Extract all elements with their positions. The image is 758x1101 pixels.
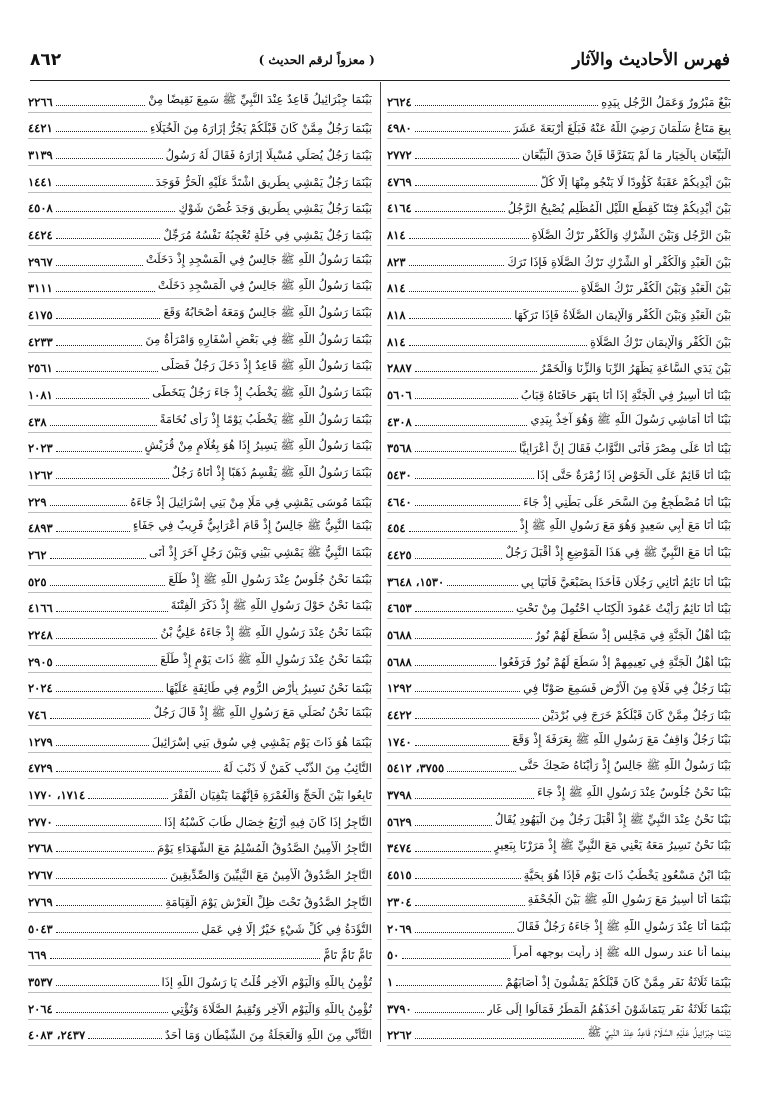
index-entry (28, 353, 372, 380)
hadith-incipit: بينما أنا عند رسول الله ﷺ إذ رأيت بوجهه أمراً (513, 945, 731, 960)
hadith-incipit: بَيْنَمَا النَّبِيُّ ﷺ جَالِسٌ إِذْ قَامَ أَعْرَابِيٌّ فَرِيبٌ فِي جَفَاءٍ (132, 518, 372, 533)
hadith-incipit: بَيْنَمَا رَسُولُ اللَّهِ ﷺ فِي بَعْضِ أَسْفَارِهِ وَامْرَأَةٌ مِنَ (145, 331, 372, 346)
hadith-number: ٤١٦٤ (387, 201, 412, 216)
hadith-incipit: التَّاجِرُ الصَّدُوقُ الْأَمِينُ مَعَ النَّبِيِّينَ وَالصِّدِّيقِينَ (170, 868, 372, 883)
hadith-incipit: بَيْنَمَا أَنَا أَسِيرُ مَعَ رَسُولِ اللَّهِ ﷺ بَيْنَ الْجُحْفَةِ (527, 891, 731, 906)
hadith-number: ٢٢٤٨ (28, 628, 53, 643)
hadith-incipit: بَيْنَمَا نَحْنُ عِنْدَ رَسُولِ اللَّهِ ﷺ ذَاتَ يَوْمٍ إِذْ طَلَعَ (160, 651, 372, 666)
hadith-number: ٥٤٣٠ (387, 468, 412, 483)
hadith-incipit: بَيْنَمَا نَحْنُ حَوْلَ رَسُولِ اللَّهِ ﷺ إِذْ ذَكَرَ الْفِتْنَةَ (170, 598, 372, 613)
index-entry (387, 379, 731, 406)
leader-dots (447, 771, 516, 772)
leader-dots (415, 825, 492, 826)
index-entry (28, 193, 372, 220)
index-entry (387, 779, 731, 806)
leader-dots (415, 131, 510, 132)
leader-dots (56, 131, 147, 132)
hadith-incipit: بَيْنَمَا نَحْنُ نَسِيرُ بِأَرْضِ الرُّومِ فِي طَائِفَةٍ عَلَيْهَا (165, 681, 372, 696)
leader-dots (409, 318, 512, 319)
hadith-incipit: الْبَيِّعَانِ بِالْخِيَارِ مَا لَمْ يَتَفَرَّقَا فَإِنْ صَدَقَ الْبَيِّعَانِ (522, 148, 731, 163)
index-entry (387, 806, 731, 833)
index-entry (28, 299, 372, 326)
hadith-number: ٣٧٩٠ (387, 1001, 412, 1016)
leader-dots (56, 825, 161, 826)
leader-dots (88, 798, 168, 799)
index-entry (387, 646, 731, 673)
index-entry (28, 566, 372, 593)
hadith-number: ٣١١١ (28, 281, 53, 296)
hadith-number: ٤٤٢١ (28, 121, 53, 136)
hadith-incipit: بَيْنَمَا نَحْنُ جُلُوسٌ عِنْدَ رَسُولِ اللَّهِ ﷺ إِذْ طَلَعَ (168, 571, 372, 586)
index-entry (387, 86, 731, 113)
leader-dots (402, 958, 510, 959)
hadith-number: ٤٦٤٠ (387, 494, 412, 509)
leader-dots (415, 718, 539, 719)
hadith-incipit: بَيْنَا ابْنُ مَسْعُودٍ يَخْطُبُ ذَاتَ يَوْمٍ فَإِذَا هُوَ بِحَيَّةٍ (523, 868, 731, 883)
index-entry (387, 219, 731, 246)
hadith-incipit: بَيْنَا رَجُلٌ مِمَّنْ كَانَ قَبْلَكُمْ خَرَجَ فِي بُرْدَيْنِ (542, 708, 731, 723)
hadith-incipit: بَيْنَ الْعَبْدِ وَالْكُفْرِ أَوِ الشِّرْكِ تَرْكُ الصَّلَاةِ فَإِذَا تَرَكَ (507, 254, 731, 269)
index-entry (28, 379, 372, 406)
leader-dots (415, 478, 534, 479)
hadith-incipit: بَيْنَا رَسُولُ اللَّهِ ﷺ جَالِسٌ إِذْ رَأَيْنَاهُ ضَحِكَ حَتَّى (518, 758, 731, 773)
leader-dots (56, 291, 155, 292)
hadith-incipit: بَيْنَ أَيْدِيكُمْ فِتَنًا كَقِطَعِ اللَّيْلِ الْمُظْلِمِ يُصْبِحُ الرَّجُلُ (507, 201, 731, 216)
hadith-incipit: التَّأَنِّي مِنَ اللَّهِ وَالْعَجَلَةُ مِنَ الشَّيْطَانِ وَمَا أَحَدٌ (164, 1028, 372, 1043)
hadith-incipit: بَيْنَا نَحْنُ نَسِيرُ مَعَهُ يَعْنِي مَعَ النَّبِيِّ ﷺ إِذْ مَرَرْنَا بِبَعِيرٍ (493, 838, 731, 853)
leader-dots (415, 185, 537, 186)
index-entry (28, 166, 372, 193)
index-entry (387, 486, 731, 513)
hadith-number: ٤٤٢٢ (387, 708, 412, 723)
index-entry (387, 113, 731, 140)
running-title: فهرس الأحاديث والآثار (572, 50, 730, 70)
hadith-incipit: بَيْنَمَا رَجُلٌ يَمْشِي فِي حُلَّةٍ تُعْجِبُهُ نَفْسُهُ مُرَجِّلٌ (163, 228, 372, 243)
leader-dots (415, 1012, 484, 1013)
index-entry (28, 486, 372, 513)
leader-dots (447, 585, 518, 586)
hadith-incipit: بَيْنَمَا رَسُولُ اللَّهِ ﷺ جَالِسٌ وَمَعَهُ أَصْحَابُهُ وَقَعَ (163, 305, 372, 320)
hadith-number: ٤٥٤ (387, 521, 406, 536)
leader-dots (415, 425, 528, 426)
index-entry (387, 246, 731, 273)
index-entry (387, 193, 731, 220)
hadith-incipit: بِيعَ مَتَاعُ سَلْمَانَ رَضِيَ اللَّهُ عَنْهُ فَبَلَغَ أَرْبَعَةَ عَشَرَ (512, 121, 731, 136)
column-divider (380, 82, 381, 1042)
index-column-left (28, 86, 372, 1046)
hadith-number: ٢٣٠٤ (387, 894, 412, 909)
leader-dots (415, 611, 513, 612)
hadith-incipit: التَّاجِرُ الصَّدُوقُ تَحْتَ ظِلِّ الْعَرْشِ يَوْمَ الْقِيَامَةِ (165, 894, 372, 909)
leader-dots (415, 691, 520, 692)
index-entry (28, 326, 372, 353)
hadith-incipit: بَيْنَمَا رَجُلٌ مِمَّنْ كَانَ قَبْلَكُمْ يَجُرُّ إِزَارَهُ مِنَ الْخُيَلَاءِ (150, 121, 372, 136)
hadith-number: ٤٦٥٣ (387, 601, 412, 616)
hadith-incipit: تُؤْمِنُ بِاللَّهِ وَالْيَوْمِ الْآخِرِ قُلْتُ يَا رَسُولَ اللَّهِ إِذَا (161, 974, 372, 989)
leader-dots (56, 451, 142, 452)
hadith-number: ٦٦٩ (28, 948, 47, 963)
index-entry (387, 886, 731, 913)
leader-dots (56, 185, 153, 186)
hadith-incipit: بَيْنَمَا جِبْرَائِيلُ عَلَيْهِ السَّلَامُ قَاعِدٌ عِنْدَ النَّبِيِّ ﷺ (587, 1025, 731, 1040)
leader-dots (56, 905, 163, 906)
hadith-incipit: التَّائِبُ مِنَ الذَّنْبِ كَمَنْ لَا ذَنْبَ لَهُ (223, 761, 372, 776)
hadith-incipit: التَّاجِرُ الْأَمِينُ الصَّدُوقُ الْمُسْلِمُ مَعَ الشُّهَدَاءِ يَوْمَ (157, 841, 372, 856)
index-entry (28, 619, 372, 646)
index-entry (28, 726, 372, 753)
leader-dots (56, 638, 158, 639)
hadith-incipit: بَيْنَمَا ثَلَاثَةُ نَفَرٍ يَتَمَاشَوْنَ أَخَذَهُمُ الْمَطَرُ فَمَالُوا إِلَى غَارٍ (486, 1001, 731, 1016)
hadith-number: ٢٤٣٧، ٤٠٨٣ (28, 1028, 86, 1043)
leader-dots (56, 878, 167, 879)
hadith-number: ٢٢٦٦ (28, 94, 53, 109)
leader-dots (56, 665, 157, 666)
hadith-number: ٨١٤ (387, 228, 406, 243)
hadith-incipit: بَيْنَا أَنَا قَائِمٌ عَلَى الْحَوْضِ إِذَا زُمْرَةٌ حَتَّى إِذَا (536, 468, 731, 483)
leader-dots (50, 958, 321, 959)
leader-dots (415, 505, 520, 506)
hadith-incipit: بَيْنَا أَنَا نَائِمٌ أَتَانِي رَجُلَانِ فَأَخَذَا بِضَبْعَيَّ فَأَتَيَا بِي (520, 574, 731, 589)
leader-dots (56, 265, 143, 266)
hadith-incipit: بَيْنَ يَدَيِ السَّاعَةِ يَظْهَرُ الرِّبَا وَالزِّنَا وَالْخَمْرُ (539, 361, 731, 376)
index-entry (28, 86, 372, 113)
leader-dots (415, 878, 521, 879)
index-entry (28, 859, 372, 886)
leader-dots (409, 531, 517, 532)
page-number: ٨٦٢ (30, 50, 62, 70)
leader-dots (415, 158, 519, 159)
index-entry (28, 886, 372, 913)
leader-dots (415, 638, 532, 639)
index-entry (387, 859, 731, 886)
index-entry (28, 513, 372, 540)
index-entry (387, 273, 731, 300)
leader-dots (415, 398, 518, 399)
index-entry (387, 406, 731, 433)
index-entry (28, 406, 372, 433)
hadith-incipit: التَّاجِرُ إِذَا كَانَ فِيهِ أَرْبَعُ خِصَالٍ طَابَ كَسْبُهُ إِذَا (164, 814, 372, 829)
hadith-number: ٢٦٢٤ (387, 94, 412, 109)
leader-dots (409, 345, 588, 346)
hadith-incipit: بَيْنَمَا النَّبِيُّ ﷺ يَمْشِي بَيْنِي وَبَيْنَ رَجُلٍ آخَرَ إِذْ أَتَى (148, 545, 372, 560)
hadith-number: ٨٢٣ (387, 254, 406, 269)
index-entry (28, 913, 372, 940)
hadith-number: ٣٤٧٤ (387, 841, 412, 856)
index-column-right (387, 86, 731, 1046)
hadith-number: ١٢٩٢ (387, 681, 412, 696)
hadith-number: ٣٥٣٧ (28, 974, 53, 989)
hadith-number: ٣٥٦٨ (387, 441, 412, 456)
hadith-number: ٨١٤ (387, 334, 406, 349)
index-entry (387, 353, 731, 380)
hadith-number: ٢٧٦٩ (28, 894, 53, 909)
hadith-number: ١٧١٤، ١٧٧٠ (28, 788, 86, 803)
leader-dots (415, 211, 505, 212)
index-entry (28, 139, 372, 166)
leader-dots (56, 105, 146, 106)
index-entry (28, 699, 372, 726)
hadith-incipit: بَيْنَمَا مُوسَى يَمْشِي فِي مَلَإٍ مِنْ بَنِي إِسْرَائِيلَ إِذْ جَاءَهُ (130, 494, 372, 509)
hadith-incipit: بَيْنَمَا أَنَا عِنْدَ رَسُولِ اللَّهِ ﷺ إِذْ جَاءَهُ رَجُلٌ فَقَالَ (516, 918, 731, 933)
hadith-number: ٤٨٩٣ (28, 521, 53, 536)
hadith-number: ١٥٣٠، ٣٦٤٨ (387, 574, 445, 589)
hadith-incipit: بَيْنَمَا رَسُولُ اللَّهِ ﷺ يَخْطُبُ إِذْ جَاءَ رَجُلٌ يَتَخَطَّى (152, 385, 372, 400)
hadith-number: ٥٦٨٨ (387, 628, 412, 643)
hadith-number: ٤١٧٥ (28, 308, 53, 323)
leader-dots (56, 371, 158, 372)
leader-dots (56, 531, 130, 532)
leader-dots (56, 745, 149, 746)
hadith-incipit: بَيْنَمَا رَسُولُ اللَّهِ ﷺ جَالِسٌ فِي الْمَسْجِدِ إِذْ دَخَلَتْ (145, 251, 372, 266)
hadith-number: ٢٠٢٣ (28, 441, 53, 456)
hadith-number: ٢٧٧٠ (28, 814, 53, 829)
hadith-incipit: بَيْنَا رَجُلٌ فِي فَلَاةٍ مِنَ الْأَرْضِ فَسَمِعَ صَوْتًا فِي (523, 681, 731, 696)
index-entry (387, 619, 731, 646)
hadith-incipit: التُّؤَدَةُ فِي كُلِّ شَيْءٍ خَيْرٌ إِلَّا فِي عَمَلٍ (201, 921, 372, 936)
leader-dots (56, 238, 161, 239)
index-entry (28, 806, 372, 833)
hadith-incipit: بَيْنَا أَنَا أُمَاشِي رَسُولَ اللَّهِ ﷺ وَهُوَ آخِذٌ بِيَدِي (530, 411, 731, 426)
hadith-number: ٧٤٦ (28, 708, 47, 723)
index-entry (28, 673, 372, 700)
hadith-number: ١٠٨١ (28, 388, 53, 403)
leader-dots (56, 345, 143, 346)
leader-dots (409, 238, 529, 239)
leader-dots (56, 1012, 168, 1013)
hadith-number: ٢٩٦٧ (28, 254, 53, 269)
hadith-incipit: تَابِعُوا بَيْنَ الْحَجِّ وَالْعُمْرَةِ فَإِنَّهُمَا يَنْفِيَانِ الْفَقْرَ (171, 788, 372, 803)
hadith-incipit: بَيْنَا نَحْنُ عِنْدَ النَّبِيِّ ﷺ إِذْ أَقْبَلَ رَجُلٌ مِنَ الْيَهُودِ يُقَالُ (495, 811, 731, 826)
leader-dots (56, 851, 154, 852)
hadith-number: ٤٤٢٤ (28, 228, 53, 243)
index-entry (387, 139, 731, 166)
hadith-incipit: بَيْنَا أَنَا مَعَ أَبِي سَعِيدٍ وَهُوَ مَعَ رَسُولِ اللَّهِ ﷺ إِذْ (519, 518, 731, 533)
leader-dots (50, 505, 128, 506)
leader-dots (56, 932, 199, 933)
hadith-incipit: بَيْنَمَا رَسُولُ اللَّهِ ﷺ جَالِسٌ فِي الْمَسْجِدِ دَخَلَتْ (157, 278, 372, 293)
page-header (30, 44, 730, 76)
leader-dots (415, 798, 534, 799)
index-entry (387, 753, 731, 780)
hadith-number: ٤٤٢٥ (387, 548, 412, 563)
hadith-number: ٨١٤ (387, 281, 406, 296)
index-entry (28, 539, 372, 566)
index-entry (387, 940, 731, 967)
index-entry (28, 113, 372, 140)
hadith-incipit: بَيْنَا أَهْلُ الْجَنَّةِ فِي مَجْلِسٍ إِذْ سَطَعَ لَهُمْ نُورٌ (534, 628, 731, 643)
index-entry (387, 993, 731, 1020)
leader-dots (415, 558, 503, 559)
hadith-incipit: بَيْنَمَا رَجُلٌ يُصَلِّي مُسْبِلًا إِزَارَهُ فَقَالَ لَهُ رَسُولُ (165, 148, 372, 163)
leader-dots (56, 691, 163, 692)
leader-dots (50, 585, 166, 586)
leader-dots (415, 371, 537, 372)
index-entry (28, 779, 372, 806)
index-entry (387, 673, 731, 700)
index-entry (28, 246, 372, 273)
index-entry (28, 940, 372, 967)
index-entry (28, 753, 372, 780)
leader-dots (415, 745, 510, 746)
leader-dots (50, 718, 151, 719)
hadith-incipit: تَامٌّ تَامٌّ تَامٌّ (323, 948, 372, 963)
hadith-incipit: بَيْنَمَا رَسُولُ اللَّهِ ﷺ يَخْطُبُ يَوْمًا إِذْ رَأَى نُخَامَةً (159, 411, 372, 426)
index-entry (28, 459, 372, 486)
hadith-incipit: بَيْنَا أَنَا عَلَى مِصْرَ فَأَتَى النَّوَّابُ فَقَالَ إِنَّ أَعْرَابِيًّا (518, 441, 731, 456)
index-entry (387, 833, 731, 860)
hadith-incipit: بَيْنَ الْعَبْدِ وَبَيْنَ الْكُفْرِ تَرْكُ الصَّلَاةِ (580, 281, 731, 296)
leader-dots (415, 105, 598, 106)
leader-dots (415, 932, 514, 933)
index-entry (387, 726, 731, 753)
hadith-incipit: بَيْنَمَا نَحْنُ عِنْدَ رَسُولِ اللَّهِ ﷺ إِذْ جَاءَهُ عَلِيُّ بْنُ (160, 625, 372, 640)
hadith-number: ٢٢٩ (28, 494, 47, 509)
leader-dots (415, 905, 525, 906)
hadith-incipit: بَيْنَمَا نَحْنُ نُصَلِّي مَعَ رَسُولِ اللَّهِ ﷺ إِذْ قَالَ رَجُلٌ (153, 705, 372, 720)
hadith-number: ٤٥٠٨ (28, 201, 53, 216)
hadith-incipit: بَيْنَمَا هُوَ ذَاتَ يَوْمٍ يَمْشِي فِي سُوقِ بَنِي إِسْرَائِيلَ (151, 734, 372, 749)
index-entry (28, 966, 372, 993)
leader-dots (415, 665, 496, 666)
hadith-number: ٨١٨ (387, 308, 406, 323)
hadith-number: ١٤٤١ (28, 174, 53, 189)
hadith-number: ٢٩٠٥ (28, 654, 53, 669)
hadith-incipit: بَيْعٌ مَبْرُورٌ وَعَمَلُ الرَّجُلِ بِيَدِهِ (601, 94, 731, 109)
leader-dots (415, 1038, 585, 1039)
hadith-incipit: بَيْنَمَا رَسُولُ اللَّهِ ﷺ يَقْسِمُ ذَهَبًا إِذْ أَتَاهُ رَجُلٌ (171, 465, 372, 480)
index-entry (387, 966, 731, 993)
hadith-number: ٤١٦٦ (28, 601, 53, 616)
index-entry (28, 593, 372, 620)
leader-dots (409, 291, 578, 292)
hadith-incipit: بَيْنَا نَحْنُ جُلُوسٌ عِنْدَ رَسُولِ اللَّهِ ﷺ إِذْ جَاءَ (537, 785, 731, 800)
index-entry (28, 1020, 372, 1047)
index-entry (28, 219, 372, 246)
hadith-number: ٥٠ (387, 948, 400, 963)
index-entry (387, 459, 731, 486)
hadith-number: ٢٧٦٨ (28, 841, 53, 856)
hadith-incipit: بَيْنَ الْكُفْرِ وَالْإِيمَانِ تَرْكُ الصَّلَاةِ (590, 334, 731, 349)
hadith-number: ٤٣٠٨ (387, 414, 412, 429)
leader-dots (56, 611, 168, 612)
index-entry (387, 699, 731, 726)
index-entry (28, 833, 372, 860)
index-entry (387, 166, 731, 193)
hadith-number: ٤٧٦٩ (387, 174, 412, 189)
hadith-incipit: بَيْنَا أَنَا أَسِيرُ فِي الْجَنَّةِ إِذَا أَنَا بِنَهَرٍ حَافَتَاهُ قِبَابُ (520, 388, 731, 403)
index-entry (387, 513, 731, 540)
index-entry (387, 1020, 731, 1047)
hadith-number: ٤٥١٥ (387, 868, 412, 883)
hadith-incipit: بَيْنَا أَهْلُ الْجَنَّةِ فِي نَعِيمِهِمْ إِذْ سَطَعَ لَهُمْ نُورٌ فَرَفَعُوا (499, 654, 731, 669)
index-entry (28, 646, 372, 673)
leader-dots (56, 985, 159, 986)
hadith-incipit: بَيْنَ الرَّجُلِ وَبَيْنَ الشِّرْكِ وَالْكُفْرِ تَرْكُ الصَّلَاةِ (531, 228, 731, 243)
leader-dots (415, 451, 516, 452)
hadith-number: ١٢٧٩ (28, 734, 53, 749)
hadith-number: ٥٦٠٦ (387, 388, 412, 403)
hadith-incipit: بَيْنَا أَنَا نَائِمٌ رَأَيْتُ عَمُودَ الْكِتَابِ احْتُمِلَ مِنْ تَحْتِ (516, 601, 731, 616)
hadith-number: ٢٨٨٧ (387, 361, 412, 376)
hadith-number: ٢٧٧٢ (387, 148, 412, 163)
index-entry (28, 273, 372, 300)
hadith-incipit: بَيْنَمَا ثَلَاثَةُ نَفَرٍ مِمَّنْ كَانَ قَبْلَكُمْ يَمْشُونَ إِذْ أَصَابَهُمْ (505, 974, 731, 989)
hadith-number: ٢٢٦٢ (387, 1028, 412, 1043)
hadith-number: ٢٠٦٩ (387, 921, 412, 936)
hadith-number: ٤٩٨٠ (387, 121, 412, 136)
hadith-number: ٥٦٨٨ (387, 654, 412, 669)
index-entry (387, 326, 731, 353)
hadith-number: ١٢٦٢ (28, 468, 53, 483)
index-entry (28, 993, 372, 1020)
leader-dots (415, 851, 491, 852)
hadith-number: ٥٢٥ (28, 574, 47, 589)
index-entry (387, 433, 731, 460)
hadith-incipit: تُؤْمِنُ بِاللَّهِ وَالْيَوْمِ الْآخِرِ وَتُقِيمُ الصَّلَاةَ وَتُؤْتِي (171, 1001, 372, 1016)
leader-dots (56, 478, 169, 479)
hadith-incipit: بَيْنَمَا جِبْرَائِيلُ قَاعِدٌ عِنْدَ النَّبِيِّ ﷺ سَمِعَ نَقِيضًا مِنْ (148, 91, 372, 106)
leader-dots (50, 558, 146, 559)
index-entry (387, 566, 731, 593)
hadith-incipit: بَيْنَ أَيْدِيكُمْ عَقَبَةٌ كَؤُودًا لَا يَنْجُو مِنْهَا إِلَّا كُلُّ (540, 174, 731, 189)
leader-dots (56, 318, 161, 319)
hadith-incipit: بَيْنَ الْعَبْدِ وَبَيْنَ الْكُفْرِ وَالْإِيمَانِ الصَّلَاةُ فَإِذَا تَرَكَهَا (514, 308, 731, 323)
hadith-incipit: بَيْنَمَا رَجُلٌ يَمْشِي بِطَرِيقٍ وَجَدَ غُصْنَ شَوْكٍ (178, 201, 372, 216)
index-entry (387, 593, 731, 620)
hadith-incipit: بَيْنَمَا رَجُلٌ يَمْشِي بِطَرِيقٍ اشْتَدَّ عَلَيْهِ الْحَرُّ فَوَجَدَ (155, 174, 372, 189)
index-entry (28, 433, 372, 460)
leader-dots (56, 158, 163, 159)
header-rule (30, 80, 730, 81)
hadith-incipit: بَيْنَمَا رَسُولُ اللَّهِ ﷺ قَاعِدٌ إِذْ دَخَلَ رَجُلٌ فَصَلَّى (161, 358, 372, 373)
leader-dots (409, 265, 505, 266)
hadith-number: ١٧٤٠ (387, 734, 412, 749)
hadith-number: ٢٠٦٤ (28, 1001, 53, 1016)
hadith-number: ٢٦٢ (28, 548, 47, 563)
running-subtitle: ( معزواً لرقم الحديث ) (258, 53, 375, 67)
hadith-number: ٥٠٤٣ (28, 921, 53, 936)
index-entry (387, 539, 731, 566)
leader-dots (50, 425, 157, 426)
hadith-number: ٣١٣٩ (28, 148, 53, 163)
hadith-number: ٣٧٩٨ (387, 788, 412, 803)
hadith-incipit: بَيْنَمَا رَسُولُ اللَّهِ ﷺ يَسِيرُ إِذَا هُوَ بِغُلَامٍ مِنْ قُرَيْشٍ (144, 438, 372, 453)
leader-dots (56, 211, 176, 212)
hadith-incipit: بَيْنَا أَنَا مُضْطَجِعٌ مِنَ السَّحَرِ عَلَى بَطْنِي إِذْ جَاءَ (523, 494, 731, 509)
hadith-number: ٥٦٢٩ (387, 814, 412, 829)
index-entry (387, 913, 731, 940)
hadith-number: ٢٥٦١ (28, 361, 53, 376)
hadith-number: ٤٢٣٣ (28, 334, 53, 349)
hadith-number: ٤٧٢٩ (28, 761, 53, 776)
leader-dots (56, 398, 150, 399)
hadith-number: ٢٧٦٧ (28, 868, 53, 883)
hadith-number: ٢٠٢٤ (28, 681, 53, 696)
hadith-incipit: بَيْنَا رَجُلٌ وَاقِفٌ مَعَ رَسُولِ اللَّهِ ﷺ بِعَرَفَةَ إِذْ وَقَعَ (512, 731, 731, 746)
leader-dots (56, 771, 220, 772)
hadith-incipit: بَيْنَا أَنَا مَعَ النَّبِيِّ ﷺ فِي هَذَا الْمَوْضِعِ إِذْ أَقْبَلَ رَجُلٌ (505, 545, 731, 560)
leader-dots (88, 1038, 162, 1039)
hadith-number: ٣٧٥٥، ٥٤١٢ (387, 761, 445, 776)
leader-dots (396, 985, 502, 986)
hadith-number: ١ (387, 974, 394, 989)
index-entry (387, 299, 731, 326)
hadith-number: ٤٣٨ (28, 414, 47, 429)
